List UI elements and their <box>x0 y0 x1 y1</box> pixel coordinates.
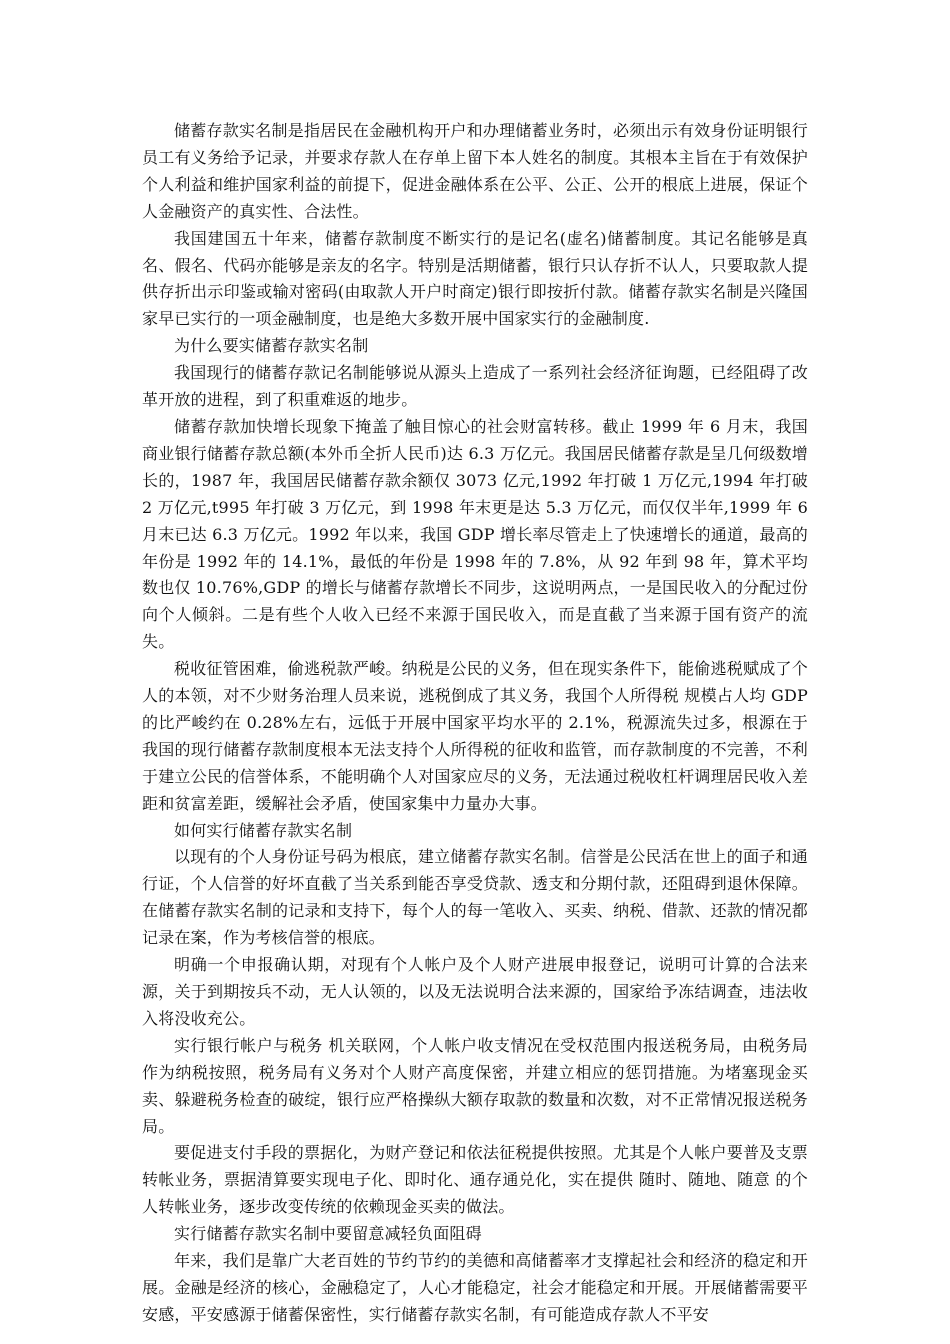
document-body <box>142 118 808 1329</box>
paragraph: 我国建国五十年来，储蓄存款制度不断实行的是记名(虚名)储蓄制度。其记名能够是真名、假名、代码亦能够是亲友的名字。特别是活期储蓄，银行只认存折不认人，只要取款人提供存折出示印鉴或输对密码(由取款人开户时商定)银行即按折付款。储蓄存款实名制是兴隆国家早已实行的一项金融制度，也是绝大多数开展中国家实行的金融制度. <box>142 228 808 329</box>
paragraph: 明确一个申报确认期，对现有个人帐户及个人财产进展申报登记，说明可计算的合法来源，关于到期按兵不动，无人认领的，以及无法说明合法来源的，国家给予冻结调查，违法收入将没收充公。 <box>142 955 808 1028</box>
paragraph: 我国现行的储蓄存款记名制能够说从源头上造成了一系列社会经济征询题，已经阻碍了改革开放的进程，到了积重难返的地步。 <box>142 363 808 410</box>
section-heading: 实行储蓄存款实名制中要留意减轻负面阻碍 <box>174 1224 482 1244</box>
paragraph: 储蓄存款实名制是指居民在金融机构开户和办理储蓄业务时，必须出示有效身份证明银行员工有义务给予记录，并要求存款人在存单上留下本人姓名的制度。其根本主旨在于有效保护个人利益和维护国家利益的前提下，促进金融体系在公平、公正、公开的根底上进展，保证个人金融资产的真实性、合法性。 <box>142 121 808 221</box>
paragraph: 以现有的个人身份证号码为根底，建立储蓄存款实名制。信誉是公民活在世上的面子和通行证，个人信誉的好坏直截了当关系到能否享受贷款、透支和分期付款，还阻碍到退休保障。在储蓄存款实名制的记录和支持下，每个人的每一笔收入、买卖、纳税、借款、还款的情况都记录在案，作为考核信誉的根底。 <box>142 847 808 948</box>
section-heading: 如何实行储蓄存款实名制 <box>174 820 353 840</box>
paragraph: 税收征管困难，偷逃税款严峻。纳税是公民的义务，但在现实条件下，能偷逃税赋成了个人的本领，对不少财务治理人员来说，逃税倒成了其义务，我国个人所得税 规模占人均 GDP 的比严峻约在 0.28%左右，远低于开展中国家平均水平的 2.1%，税源流失过多，根源在于我国的现行储蓄存款制度根本无法支持个人所得税的征收和监管，而存款制度的不完善，不利于建立公民的信誉体系，不能明确个人对国家应尽的义务，无法通过税收杠杆调理居民收入差距和贫富差距，缓解社会矛盾，使国家集中力量办大事。 <box>142 659 808 813</box>
paragraph: 实行银行帐户与税务 机关联网，个人帐户收支情况在受权范围内报送税务局，由税务局作为纳税按照，税务局有义务对个人财产高度保密，并建立相应的惩罚措施。为堵塞现金买卖、躲避税务检查的破绽，银行应严格操纵大额存取款的数量和次数，对不正常情况报送税务局。 <box>142 1035 808 1136</box>
paragraph: 年来，我们是靠广大老百姓的节约节约的美德和高储蓄率才支撑起社会和经济的稳定和开展。金融是经济的核心，金融稳定了，人心才能稳定，社会才能稳定和开展。开展储蓄需要平安感，平安感源于储蓄保密性，实行储蓄存款实名制，有可能造成存款人不平安 <box>142 1251 808 1324</box>
paragraph: 要促进支付手段的票据化，为财产登记和依法征税提供按照。尤其是个人帐户要普及支票转帐业务，票据清算要实现电子化、即时化、通存通兑化，实在提供 随时、随地、随意 的个人转帐业务，逐步改变传统的依赖现金买卖的做法。 <box>142 1143 808 1217</box>
paragraph: 储蓄存款加快增长现象下掩盖了触目惊心的社会财富转移。截止 1999 年 6 月末，我国商业银行储蓄存款总额(本外币全折人民币)达 6.3 万亿元。我国居民储蓄存款是呈几何级数增长的，1987 年，我国居民储蓄存款余额仅 3073 亿元,1992 年打破 1 万亿元,1994 年打破 2 万亿元,t995 年打破 3 万亿元，到 1998 年末更是达 5.3 万亿元，而仅仅半年,1999 年 6 月末已达 6.3 万亿元。1992 年以来，我国 GDP 增长率尽管走上了快速增长的通道，最高的年份是 1992 年的 14.1%，最低的年份是 1998 年的 7.8%，从 92 年到 98 年，算术平均数也仅 10.76%,GDP 的增长与储蓄存款增长不同步，这说明两点，一是国民收入的分配过份向个人倾斜。二是有些个人收入已经不来源于国民收入，而是直截了当来源于国有资产的流失。 <box>142 416 808 652</box>
section-heading: 为什么要实储蓄存款实名制 <box>174 336 369 356</box>
